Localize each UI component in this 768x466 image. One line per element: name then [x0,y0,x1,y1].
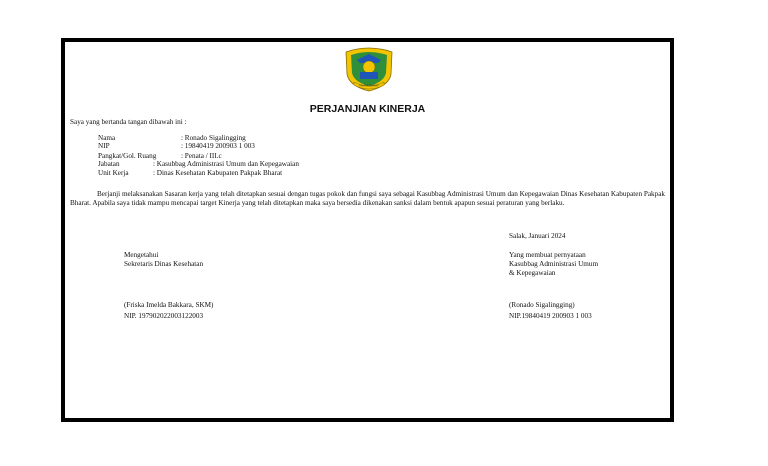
field-label-nip: NIP [98,142,110,150]
field-value-nama: : Ronado Sigalingging [181,134,246,142]
regency-emblem-icon [342,46,396,92]
right-sign-nip: NIP.19840419 200903 1 003 [509,312,592,320]
right-sign-name: (Ronado Sigalingging) [509,301,575,309]
field-label-unit-kerja: Unit Kerja [98,169,129,177]
left-sign-line2: Sekretaris Dinas Kesehatan [124,260,204,268]
field-label-nama: Nama [98,134,116,142]
statement-paragraph [70,190,665,209]
right-sign-line1: Yang membuat pernyataan [509,251,586,259]
field-value-nip: : 19840419 200903 1 003 [181,142,255,150]
right-sign-line2: Kasubbag Administrasi Umum [509,260,599,268]
left-sign-name: (Friska Imelda Bakkara, SKM) [124,301,214,309]
emblem-caption: PAKPAK BHARAT [359,84,379,88]
right-sign-line3: & Kepegawaian [509,269,556,277]
left-sign-nip: NIP. 197902022003122003 [124,312,204,320]
document-page [61,38,674,422]
document-title: PERJANJIAN KINERJA [309,103,426,115]
field-label-pangkat: Pangkat/Gol. Ruang [98,152,157,160]
field-label-jabatan: Jabatan [98,160,120,168]
field-value-unit-kerja: : Dinas Kesehatan Kabupaten Pakpak Bharat [153,169,283,177]
place-date: Salak, Januari 2024 [509,232,566,240]
statement-text: Berjanji melaksanakan Sasaran kerja yang telah ditetapkan sesuai dengan tugas pokok dan fungsi saya sebagai Kasubbag Administrasi Umum dan Kepegawaian Dinas Kesehatan Kabupaten Pakpak Bharat. Apabila saya tidak mampu mencapai target Kinerja yang telah ditetapkan maka saya bersedia dikenakan sanksi dalam bentuk apapun sesuai peraturan yang berlaku. [70,190,665,208]
field-value-jabatan: : Kasubbag Administrasi Umum dan Kepegawaian [153,160,299,168]
intro-text: Saya yang bertanda tangan dibawah ini : [70,118,187,126]
left-sign-line1: Mengetahui [124,251,159,259]
field-value-pangkat: : Penata / III.c [181,152,222,160]
